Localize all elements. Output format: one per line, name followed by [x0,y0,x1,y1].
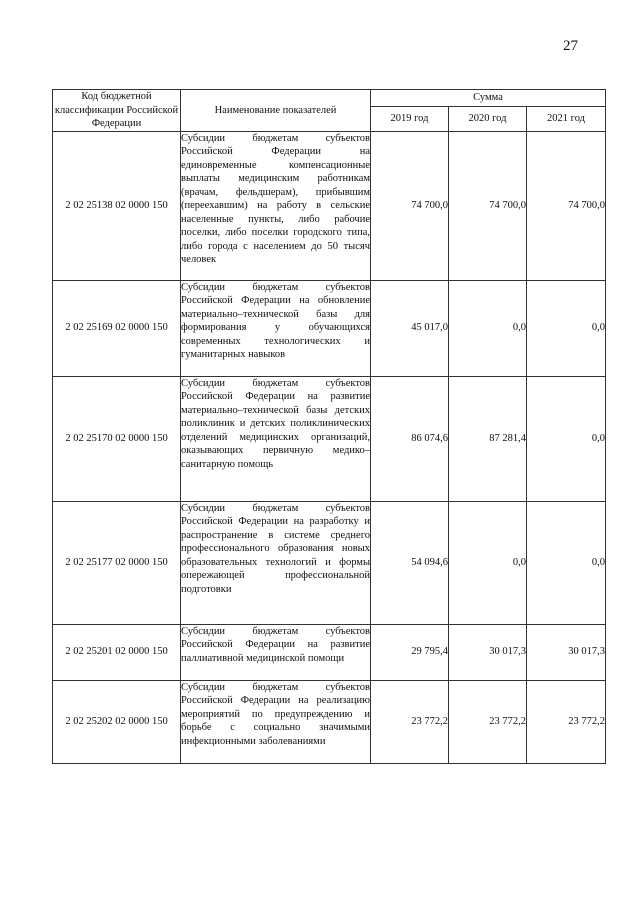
row-name: Субсидии бюджетам субъектов Российской Федерации на обновление материально–технической базы для формирования у обучающихся современных технологических и гуманитарных навыков [181,280,371,376]
row-value-2019: 29 795,4 [371,624,449,680]
row-name: Субсидии бюджетам субъектов Российской Федерации на реализацию мероприятий по предупреждению и борьбе с социально значимыми инфекционными заболеваниями [181,680,371,763]
row-value-2020: 87 281,4 [449,376,527,501]
table-row [53,280,606,376]
row-code: 2 02 25202 02 0000 150 [53,680,181,763]
row-value-2019: 45 017,0 [371,280,449,376]
row-value-2019: 23 772,2 [371,680,449,763]
row-value-2019: 54 094,6 [371,501,449,624]
row-name: Субсидии бюджетам субъектов Российской Федерации на разработку и распространение в системе среднего профессионального образования новых образовательных технологий и формы опережающей профессиональной подготовки [181,501,371,624]
row-name: Субсидии бюджетам субъектов Российской Федерации на развитие паллиативной медицинской помощи [181,624,371,680]
budget-table [52,89,606,764]
row-code: 2 02 25201 02 0000 150 [53,624,181,680]
row-value-2020: 30 017,3 [449,624,527,680]
header-year-2019: 2019 год [371,106,449,131]
row-value-2020: 0,0 [449,280,527,376]
row-code: 2 02 25138 02 0000 150 [53,131,181,280]
row-name: Субсидии бюджетам субъектов Российской Федерации на единовременные компенсационные выплаты медицинским работникам (врачам, фельдшерам), прибывшим (переехавшим) на работу в сельские населенные пункты, либо рабочие поселки, либо поселки городского типа, либо города с населением до 50 тысяч человек [181,131,371,280]
row-value-2019: 74 700,0 [371,131,449,280]
header-sum: Сумма [371,90,606,107]
row-value-2021: 74 700,0 [527,131,606,280]
row-value-2021: 0,0 [527,501,606,624]
row-code: 2 02 25169 02 0000 150 [53,280,181,376]
row-value-2021: 0,0 [527,376,606,501]
header-name: Наименование показателей [181,90,371,132]
row-value-2021: 23 772,2 [527,680,606,763]
row-code: 2 02 25170 02 0000 150 [53,376,181,501]
header-year-2021: 2021 год [527,106,606,131]
table-row [53,624,606,680]
row-value-2019: 86 074,6 [371,376,449,501]
header-code: Код бюджетной классификации Российской Федерации [53,90,181,132]
table-row [53,501,606,624]
row-value-2020: 23 772,2 [449,680,527,763]
table-row [53,376,606,501]
row-value-2020: 74 700,0 [449,131,527,280]
row-value-2020: 0,0 [449,501,527,624]
table-row [53,131,606,280]
row-code: 2 02 25177 02 0000 150 [53,501,181,624]
header-year-2020: 2020 год [449,106,527,131]
table-row [53,680,606,763]
row-value-2021: 30 017,3 [527,624,606,680]
row-name: Субсидии бюджетам субъектов Российской Федерации на развитие материально–технической базы детских поликлиник и детских поликлинических отделений медицинских организаций, оказывающих первичную медико–санитарную помощь [181,376,371,501]
page-number: 27 [563,38,578,54]
row-value-2021: 0,0 [527,280,606,376]
